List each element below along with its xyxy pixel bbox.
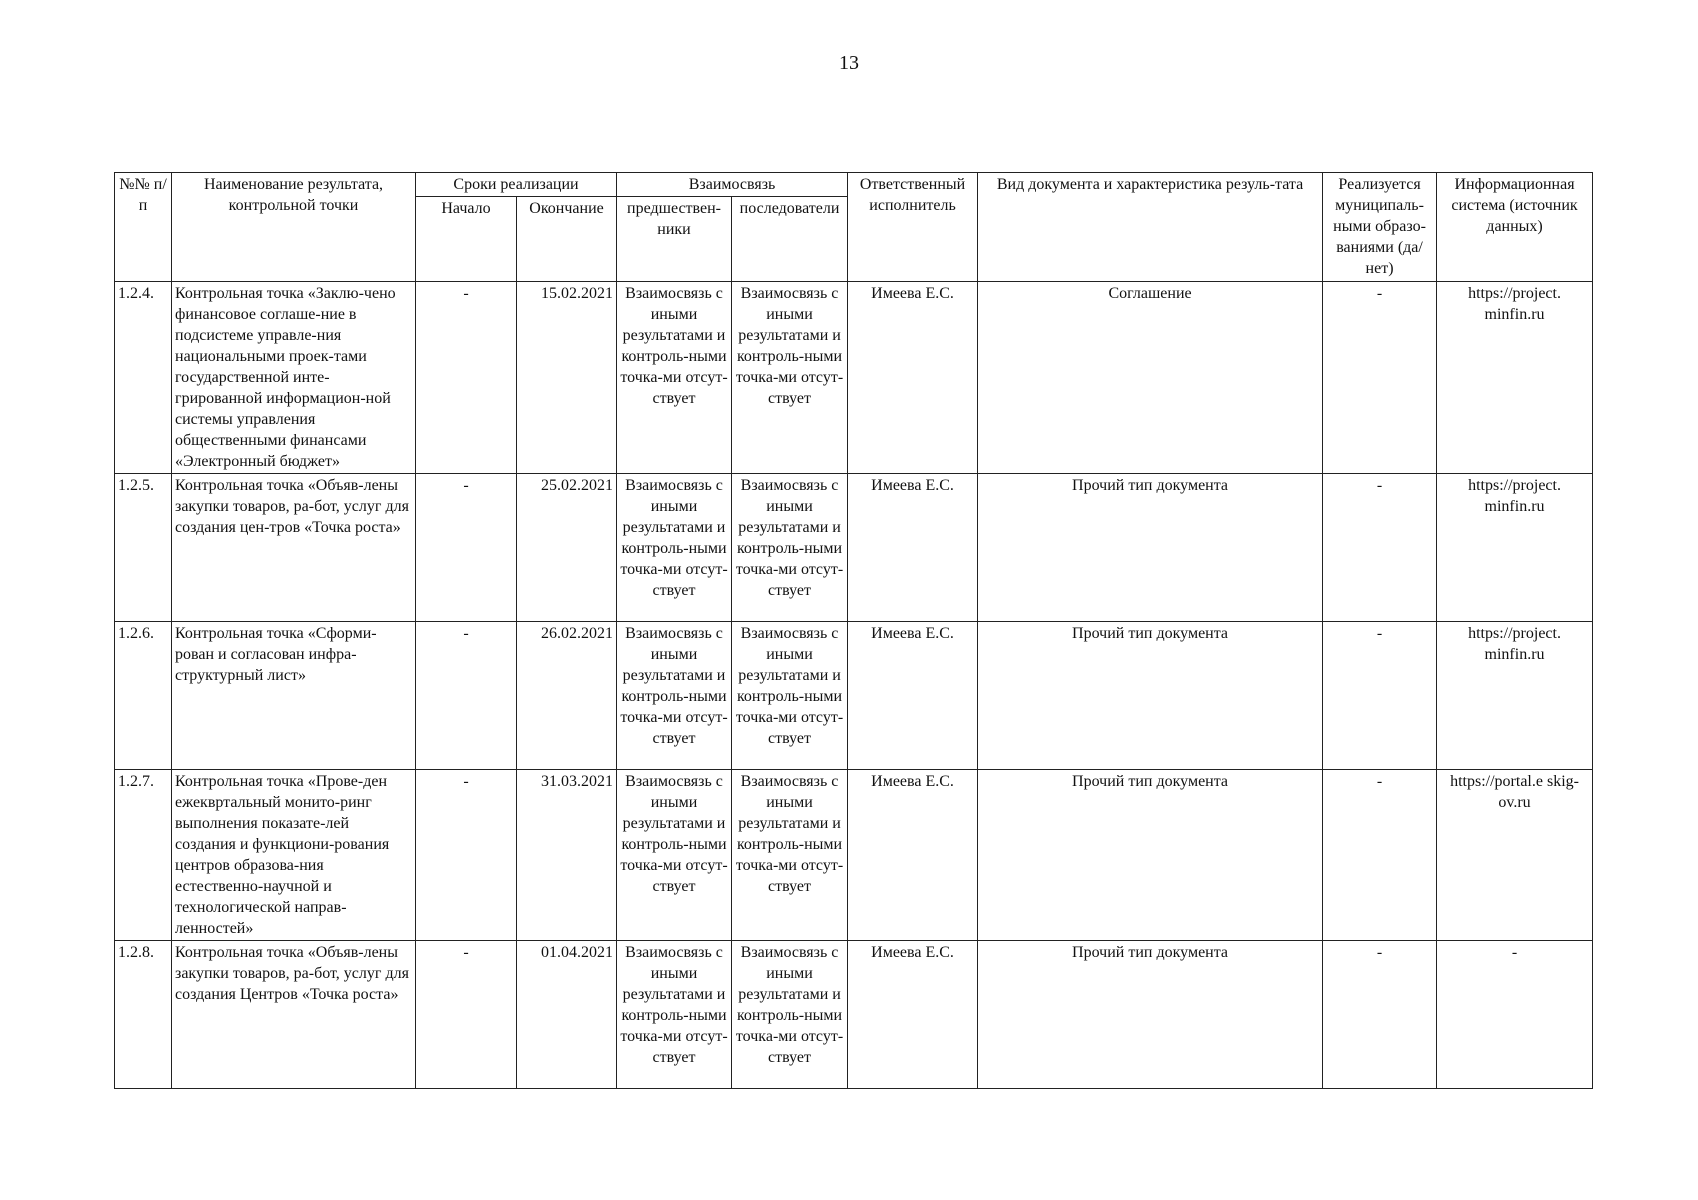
- row-num: 1.2.6.: [115, 622, 172, 770]
- header-relation: Взаимосвязь: [617, 173, 848, 197]
- row-info-system: -: [1437, 941, 1593, 1089]
- row-info-system: https://portal.e skig-ov.ru: [1437, 770, 1593, 941]
- row-doc-type: Соглашение: [978, 282, 1323, 474]
- row-name: Контрольная точка «Объяв-лены закупки товаров, ра-бот, услуг для создания цен-тров «Точка роста»: [172, 474, 416, 622]
- row-predecessors: Взаимосвязь с иными результатами и контроль-ными точка-ми отсут-ствует: [617, 941, 732, 1089]
- row-predecessors: Взаимосвязь с иными результатами и контроль-ными точка-ми отсут-ствует: [617, 474, 732, 622]
- header-num: №№ п/п: [115, 173, 172, 282]
- table-body: [115, 282, 1593, 1089]
- header-responsible: Ответственный исполнитель: [848, 173, 978, 282]
- row-predecessors: Взаимосвязь с иными результатами и контроль-ными точка-ми отсут-ствует: [617, 622, 732, 770]
- header-info-system: Информационная система (источник данных): [1437, 173, 1593, 282]
- table-row: [115, 282, 1593, 474]
- row-end: 15.02.2021: [517, 282, 617, 474]
- row-responsible: Имеева Е.С.: [848, 622, 978, 770]
- row-responsible: Имеева Е.С.: [848, 282, 978, 474]
- row-info-system: https://project. minfin.ru: [1437, 282, 1593, 474]
- row-doc-type: Прочий тип документа: [978, 622, 1323, 770]
- table-row: [115, 770, 1593, 941]
- table-row: [115, 474, 1593, 622]
- page-number: 13: [839, 52, 859, 74]
- row-start: -: [416, 941, 517, 1089]
- header-predecessors: предшествен-ники: [617, 197, 732, 282]
- row-responsible: Имеева Е.С.: [848, 770, 978, 941]
- row-successors: Взаимосвязь с иными результатами и контроль-ными точка-ми отсут-ствует: [732, 770, 848, 941]
- row-responsible: Имеева Е.С.: [848, 474, 978, 622]
- header-successors: последователи: [732, 197, 848, 282]
- row-municipal: -: [1323, 941, 1437, 1089]
- row-start: -: [416, 622, 517, 770]
- row-name: Контрольная точка «Объяв-лены закупки товаров, ра-бот, услуг для создания Центров «Точка роста»: [172, 941, 416, 1089]
- row-num: 1.2.4.: [115, 282, 172, 474]
- plan-table: [114, 172, 1593, 1089]
- row-num: 1.2.5.: [115, 474, 172, 622]
- row-end: 25.02.2021: [517, 474, 617, 622]
- row-end: 01.04.2021: [517, 941, 617, 1089]
- row-successors: Взаимосвязь с иными результатами и контроль-ными точка-ми отсут-ствует: [732, 474, 848, 622]
- table-row: [115, 622, 1593, 770]
- row-name: Контрольная точка «Прове-ден ежеквртальный монито-ринг выполнения показате-лей создания и функциони-рования центров образова-ния естественно-научной и технологической направ-ленностей»: [172, 770, 416, 941]
- header-name: Наименование результата, контрольной точки: [172, 173, 416, 282]
- row-municipal: -: [1323, 770, 1437, 941]
- row-start: -: [416, 770, 517, 941]
- row-doc-type: Прочий тип документа: [978, 770, 1323, 941]
- header-terms: Сроки реализации: [416, 173, 617, 197]
- header-municipal: Реализуется муниципаль-ными образо-ваниями (да/нет): [1323, 173, 1437, 282]
- row-start: -: [416, 474, 517, 622]
- table-row: [115, 941, 1593, 1089]
- row-num: 1.2.8.: [115, 941, 172, 1089]
- row-municipal: -: [1323, 282, 1437, 474]
- row-successors: Взаимосвязь с иными результатами и контроль-ными точка-ми отсут-ствует: [732, 941, 848, 1089]
- row-responsible: Имеева Е.С.: [848, 941, 978, 1089]
- row-end: 31.03.2021: [517, 770, 617, 941]
- header-doc-type: Вид документа и характеристика резуль-тата: [978, 173, 1323, 282]
- row-num: 1.2.7.: [115, 770, 172, 941]
- row-doc-type: Прочий тип документа: [978, 941, 1323, 1089]
- row-municipal: -: [1323, 474, 1437, 622]
- row-start: -: [416, 282, 517, 474]
- row-info-system: https://project. minfin.ru: [1437, 474, 1593, 622]
- row-doc-type: Прочий тип документа: [978, 474, 1323, 622]
- row-info-system: https://project. minfin.ru: [1437, 622, 1593, 770]
- header-end: Окончание: [517, 197, 617, 282]
- row-end: 26.02.2021: [517, 622, 617, 770]
- row-municipal: -: [1323, 622, 1437, 770]
- row-name: Контрольная точка «Сформи-рован и согласован инфра-структурный лист»: [172, 622, 416, 770]
- table-header: [115, 173, 1593, 282]
- row-name: Контрольная точка «Заклю-чено финансовое соглаше-ние в подсистеме управле-ния национальными проек-тами государственной инте-грированной информацион-ной системы управления общественными финансами «Электронный бюджет»: [172, 282, 416, 474]
- header-start: Начало: [416, 197, 517, 282]
- row-predecessors: Взаимосвязь с иными результатами и контроль-ными точка-ми отсут-ствует: [617, 770, 732, 941]
- row-predecessors: Взаимосвязь с иными результатами и контроль-ными точка-ми отсут-ствует: [617, 282, 732, 474]
- row-successors: Взаимосвязь с иными результатами и контроль-ными точка-ми отсут-ствует: [732, 622, 848, 770]
- row-successors: Взаимосвязь с иными результатами и контроль-ными точка-ми отсут-ствует: [732, 282, 848, 474]
